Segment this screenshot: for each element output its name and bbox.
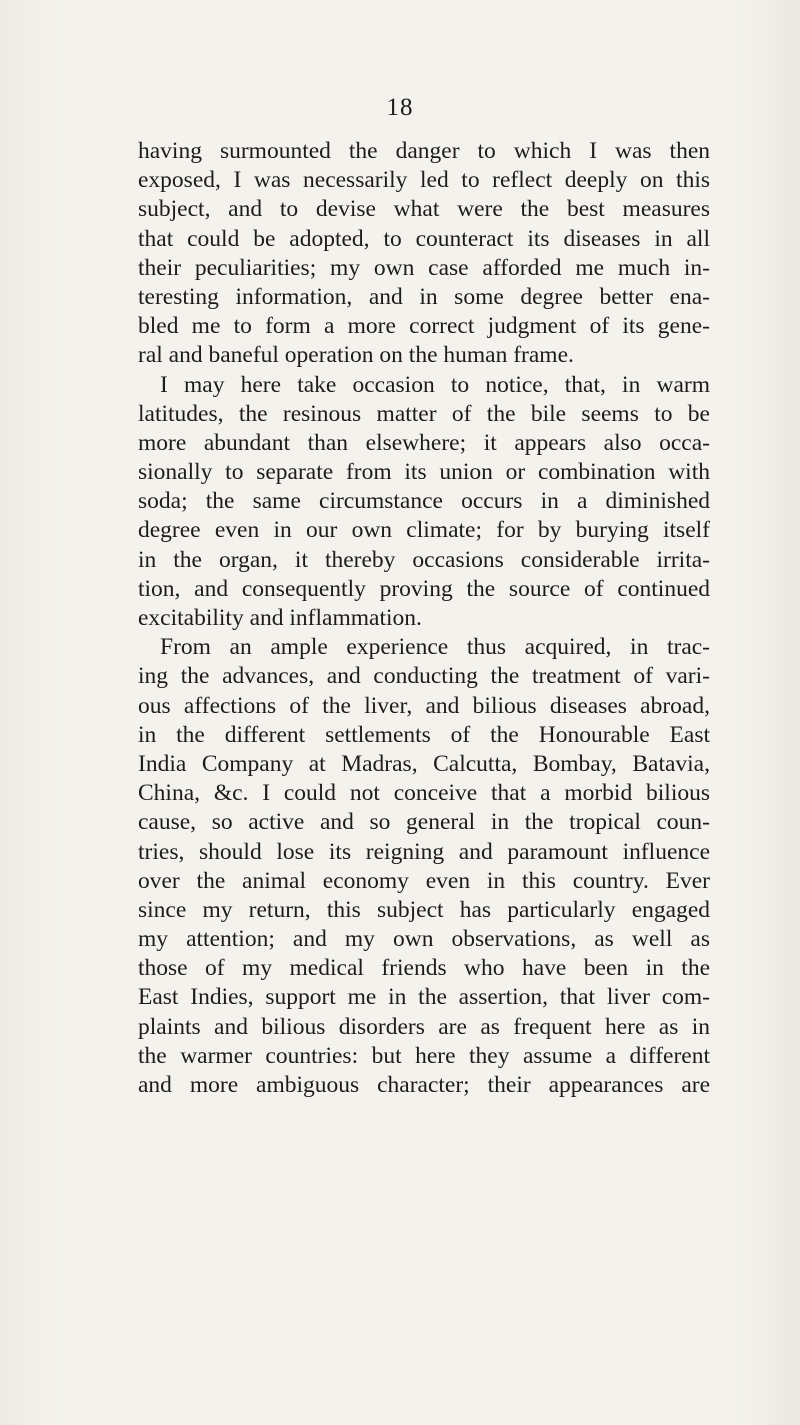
text-line: soda; the same circumstance occurs in a diminished	[138, 488, 710, 515]
text-line: and more ambiguous character; their appearances are	[138, 1072, 710, 1098]
text-line: their peculiarities; my own case afforded me much in-	[138, 254, 710, 281]
text-line: over the animal economy even in this country. Ever	[138, 867, 710, 894]
body-text	[138, 137, 710, 1100]
text-line: ing the advances, and conducting the treatment of vari-	[138, 663, 710, 690]
text-line: plaints and bilious disorders are as frequent here as in	[138, 1013, 710, 1040]
text-line: having surmounted the danger to which I was then	[138, 138, 710, 164]
text-line: tries, should lose its reigning and paramount influence	[138, 838, 710, 865]
text-line: East Indies, support me in the assertion, that liver com-	[138, 984, 710, 1011]
text-line: tion, and consequently proving the source of continued	[138, 575, 710, 602]
text-line: degree even in our own climate; for by burying itself	[138, 517, 710, 544]
text-line: ral and baneful operation on the human frame.	[138, 342, 574, 369]
text-line: teresting information, and in some degree better ena-	[138, 283, 710, 310]
text-line: I may here take occasion to notice, that, in warm	[160, 371, 710, 398]
text-line: since my return, this subject has particularly engaged	[138, 896, 710, 923]
text-line: that could be adopted, to counteract its diseases in all	[138, 225, 710, 252]
text-line: cause, so active and so general in the tropical coun-	[138, 809, 710, 836]
text-line: my attention; and my own observations, as well as	[138, 926, 710, 953]
text-line: exposed, I was necessarily led to reflect deeply on this	[138, 167, 710, 194]
text-line: sionally to separate from its union or combination with	[138, 459, 710, 486]
text-line: in the organ, it thereby occasions considerable irrita-	[138, 546, 710, 573]
text-line: ous affections of the liver, and bilious diseases abroad,	[138, 692, 710, 719]
text-line: in the different settlements of the Honourable East	[138, 721, 710, 748]
text-line: subject, and to devise what were the best measures	[138, 196, 710, 223]
text-line: latitudes, the resinous matter of the bile seems to be	[138, 400, 710, 427]
text-line: excitability and inflammation.	[138, 605, 422, 631]
text-line: India Company at Madras, Calcutta, Bombay, Batavia,	[138, 750, 710, 777]
text-line: From an ample experience thus acquired, in trac-	[160, 634, 710, 661]
text-line: bled me to form a more correct judgment of its gene-	[138, 313, 710, 340]
page-number: 18	[386, 94, 414, 121]
text-line: the warmer countries: but here they assume a different	[138, 1042, 710, 1069]
text-line: those of my medical friends who have been in the	[138, 955, 710, 982]
text-line: China, &c. I could not conceive that a morbid bilious	[138, 780, 710, 807]
text-line: more abundant than elsewhere; it appears also occa-	[138, 429, 710, 456]
